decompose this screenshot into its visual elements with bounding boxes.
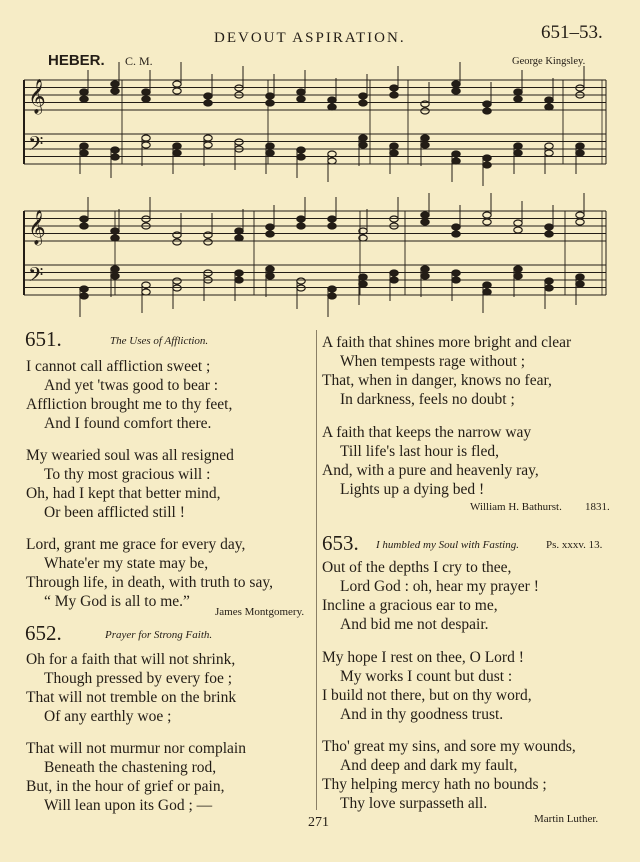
verse-line: Oh, had I kept that better mind,	[26, 485, 221, 502]
note-head	[111, 273, 119, 279]
bass-clef-icon: 𝄢	[28, 263, 44, 291]
hymn-653-author: Martin Luther.	[534, 813, 599, 825]
note-head	[235, 235, 243, 241]
note-head	[173, 150, 181, 156]
note-head	[421, 108, 429, 114]
page-header-range: 651–53.	[541, 22, 603, 43]
note-head	[545, 97, 553, 103]
verse-line: When tempests rage without ;	[340, 353, 526, 370]
verse-line: And yet 'twas good to bear :	[44, 377, 219, 394]
music-score	[0, 0, 640, 320]
note-head	[359, 142, 367, 148]
note-head	[266, 266, 274, 272]
note-head	[80, 293, 88, 299]
note-head	[390, 85, 398, 91]
note-head	[421, 219, 429, 225]
note-head	[204, 100, 212, 106]
verse-line: But, in the hour of grief or pain,	[26, 778, 225, 795]
note-head	[545, 104, 553, 110]
note-head	[328, 216, 336, 222]
hymn-652-author: William H. Bathurst.	[470, 501, 562, 513]
note-head	[173, 143, 181, 149]
note-head	[80, 286, 88, 292]
hymn-653-verse-1	[322, 558, 539, 634]
note-head	[452, 151, 460, 157]
note-head	[328, 293, 336, 299]
note-head	[297, 278, 305, 284]
note-head	[142, 289, 150, 295]
note-head	[297, 89, 305, 95]
bass-clef-icon: 𝄢	[28, 132, 44, 160]
note-head	[390, 270, 398, 276]
note-head	[576, 85, 584, 91]
verse-line: Affliction brought me to thy feet,	[26, 396, 233, 413]
note-head	[235, 139, 243, 145]
verse-line: And in thy goodness trust.	[340, 706, 504, 723]
verse-line: And deep and dark my fault,	[340, 757, 518, 774]
note-head	[297, 147, 305, 153]
note-head	[173, 81, 181, 87]
verse-line: Lord God : oh, hear my prayer !	[340, 578, 539, 595]
note-head	[80, 150, 88, 156]
verse-line: I cannot call affliction sweet ;	[26, 358, 211, 375]
note-head	[359, 135, 367, 141]
note-head	[204, 142, 212, 148]
verse-line: Oh for a faith that will not shrink,	[26, 651, 236, 668]
note-head	[545, 224, 553, 230]
note-head	[173, 232, 181, 238]
note-head	[545, 150, 553, 156]
note-head	[421, 266, 429, 272]
note-head	[576, 212, 584, 218]
note-head	[204, 232, 212, 238]
hymn-651-author: James Montgomery.	[215, 606, 305, 618]
page-number: 271	[308, 815, 329, 830]
column-divider	[316, 330, 317, 810]
note-head	[390, 92, 398, 98]
verse-line: To thy most gracious will :	[44, 466, 211, 483]
note-head	[390, 216, 398, 222]
note-head	[359, 274, 367, 280]
verse-line: Lights up a dying bed !	[340, 481, 485, 498]
note-head	[390, 277, 398, 283]
note-head	[142, 96, 150, 102]
note-head	[576, 219, 584, 225]
note-head	[266, 93, 274, 99]
verse-line: And I found comfort there.	[44, 415, 212, 432]
verse-line: Tho' great my sins, and sore my wounds,	[322, 738, 576, 755]
note-head	[173, 285, 181, 291]
note-head	[514, 89, 522, 95]
verse-line: Out of the depths I cry to thee,	[322, 559, 512, 576]
note-head	[80, 89, 88, 95]
hymn-653-verse-2	[322, 648, 532, 724]
note-head	[421, 101, 429, 107]
note-head	[173, 239, 181, 245]
note-head	[421, 135, 429, 141]
note-head	[421, 142, 429, 148]
verse-line: My wearied soul was all resigned	[26, 447, 234, 464]
hymn-652-verse-1	[26, 650, 236, 726]
note-head	[328, 223, 336, 229]
note-head	[359, 93, 367, 99]
verse-line: Whate'er my state may be,	[44, 555, 209, 572]
note-head	[514, 266, 522, 272]
hymn-652-verse-2	[26, 739, 246, 815]
note-head	[142, 135, 150, 141]
note-head	[483, 108, 491, 114]
note-head	[80, 143, 88, 149]
note-head	[111, 147, 119, 153]
note-head	[514, 150, 522, 156]
verse-line: That will not murmur nor complain	[26, 740, 246, 757]
note-head	[390, 143, 398, 149]
verse-line: A faith that keeps the narrow way	[322, 424, 532, 441]
note-head	[266, 143, 274, 149]
hymn-652-year: 1831.	[585, 501, 610, 513]
verse-line: A faith that shines more bright and clear	[322, 334, 572, 351]
verse-line: Though pressed by every foe ;	[44, 670, 233, 687]
hymn-number-651: 651.	[25, 327, 62, 351]
note-head	[111, 154, 119, 160]
hymn-651-verse-2	[26, 446, 234, 522]
tune-name: HEBER.	[48, 52, 105, 69]
note-head	[359, 100, 367, 106]
note-head	[483, 162, 491, 168]
note-head	[204, 135, 212, 141]
hymn-651-verse-3	[26, 535, 273, 611]
verse-line: That, when in danger, knows no fear,	[322, 372, 552, 389]
note-head	[80, 223, 88, 229]
treble-clef-icon: 𝄞	[28, 210, 46, 245]
note-head	[514, 273, 522, 279]
note-head	[297, 285, 305, 291]
note-head	[452, 224, 460, 230]
tune-composer: George Kingsley.	[512, 56, 586, 67]
hymn-title-652: Prayer for Strong Faith.	[105, 629, 213, 641]
verse-line: And bid me not despair.	[340, 616, 489, 633]
verse-line: My hope I rest on thee, O Lord !	[322, 649, 524, 666]
verse-line: That will not tremble on the brink	[26, 689, 237, 706]
hymn-653-reference: Ps. xxxv. 13.	[546, 539, 603, 551]
verse-line: In darkness, feels no doubt ;	[340, 391, 515, 408]
note-head	[545, 285, 553, 291]
note-head	[111, 235, 119, 241]
note-head	[328, 97, 336, 103]
hymn-652-verse-4	[322, 423, 539, 499]
note-head	[576, 274, 584, 280]
hymn-651-verse-1	[26, 357, 232, 433]
note-head	[545, 143, 553, 149]
note-head	[204, 270, 212, 276]
note-head	[111, 266, 119, 272]
verse-line: Or been afflicted still !	[44, 504, 185, 521]
tune-meter: C. M.	[125, 54, 153, 68]
note-head	[142, 89, 150, 95]
note-head	[452, 81, 460, 87]
note-head	[576, 143, 584, 149]
note-head	[359, 281, 367, 287]
note-head	[483, 155, 491, 161]
note-head	[514, 227, 522, 233]
note-head	[328, 158, 336, 164]
verse-line: I build not there, but on thy word,	[322, 687, 532, 704]
verse-line: Through life, in death, with truth to say,	[26, 574, 273, 591]
note-head	[452, 158, 460, 164]
hymn-number-652: 652.	[25, 621, 62, 645]
note-head	[297, 96, 305, 102]
note-head	[483, 101, 491, 107]
verse-line: Thy love surpasseth all.	[340, 795, 488, 812]
note-head	[266, 100, 274, 106]
verse-line: Lord, grant me grace for every day,	[26, 536, 246, 553]
note-head	[173, 278, 181, 284]
note-head	[80, 96, 88, 102]
hymn-title-651: The Uses of Affliction.	[110, 335, 209, 347]
hymn-title-653: I humbled my Soul with Fasting.	[376, 539, 519, 551]
note-head	[483, 282, 491, 288]
note-head	[235, 228, 243, 234]
verse-line: My works I count but dust :	[340, 668, 513, 685]
note-head	[204, 93, 212, 99]
note-head	[328, 104, 336, 110]
page-header-title: DEVOUT ASPIRATION.	[214, 30, 406, 46]
note-head	[111, 228, 119, 234]
verse-line: Beneath the chastening rod,	[44, 759, 217, 776]
note-head	[266, 224, 274, 230]
note-head	[421, 212, 429, 218]
note-head	[235, 85, 243, 91]
note-head	[235, 270, 243, 276]
note-head	[452, 231, 460, 237]
note-head	[452, 270, 460, 276]
note-head	[111, 88, 119, 94]
note-head	[421, 273, 429, 279]
note-head	[452, 88, 460, 94]
verse-line: Thy helping mercy hath no bounds ;	[322, 776, 547, 793]
verse-line: Till life's last hour is fled,	[340, 443, 499, 460]
note-head	[576, 281, 584, 287]
verse-line: And, with a pure and heavenly ray,	[322, 462, 539, 479]
note-head	[235, 277, 243, 283]
note-head	[390, 150, 398, 156]
note-head	[483, 212, 491, 218]
hymn-number-653: 653.	[322, 531, 359, 555]
note-head	[80, 216, 88, 222]
hymn-653-verse-3	[322, 737, 576, 813]
note-head	[142, 216, 150, 222]
note-head	[297, 223, 305, 229]
note-head	[142, 142, 150, 148]
note-head	[111, 81, 119, 87]
note-head	[297, 154, 305, 160]
note-head	[266, 150, 274, 156]
note-head	[545, 231, 553, 237]
note-head	[297, 216, 305, 222]
note-head	[204, 239, 212, 245]
note-head	[514, 220, 522, 226]
verse-line: “ My God is all to me.”	[44, 593, 190, 610]
note-head	[266, 273, 274, 279]
note-head	[483, 219, 491, 225]
note-head	[545, 278, 553, 284]
hymn-652-verse-3	[322, 333, 571, 409]
verse-line: Will lean upon its God ; —	[44, 797, 213, 814]
note-head	[173, 88, 181, 94]
note-head	[514, 143, 522, 149]
verse-line: Of any earthly woe ;	[44, 708, 172, 725]
note-head	[328, 286, 336, 292]
note-head	[576, 150, 584, 156]
treble-clef-icon: 𝄞	[28, 79, 46, 114]
note-head	[266, 231, 274, 237]
note-head	[514, 96, 522, 102]
note-head	[483, 289, 491, 295]
note-head	[452, 277, 460, 283]
verse-line: Incline a gracious ear to me,	[322, 597, 498, 614]
